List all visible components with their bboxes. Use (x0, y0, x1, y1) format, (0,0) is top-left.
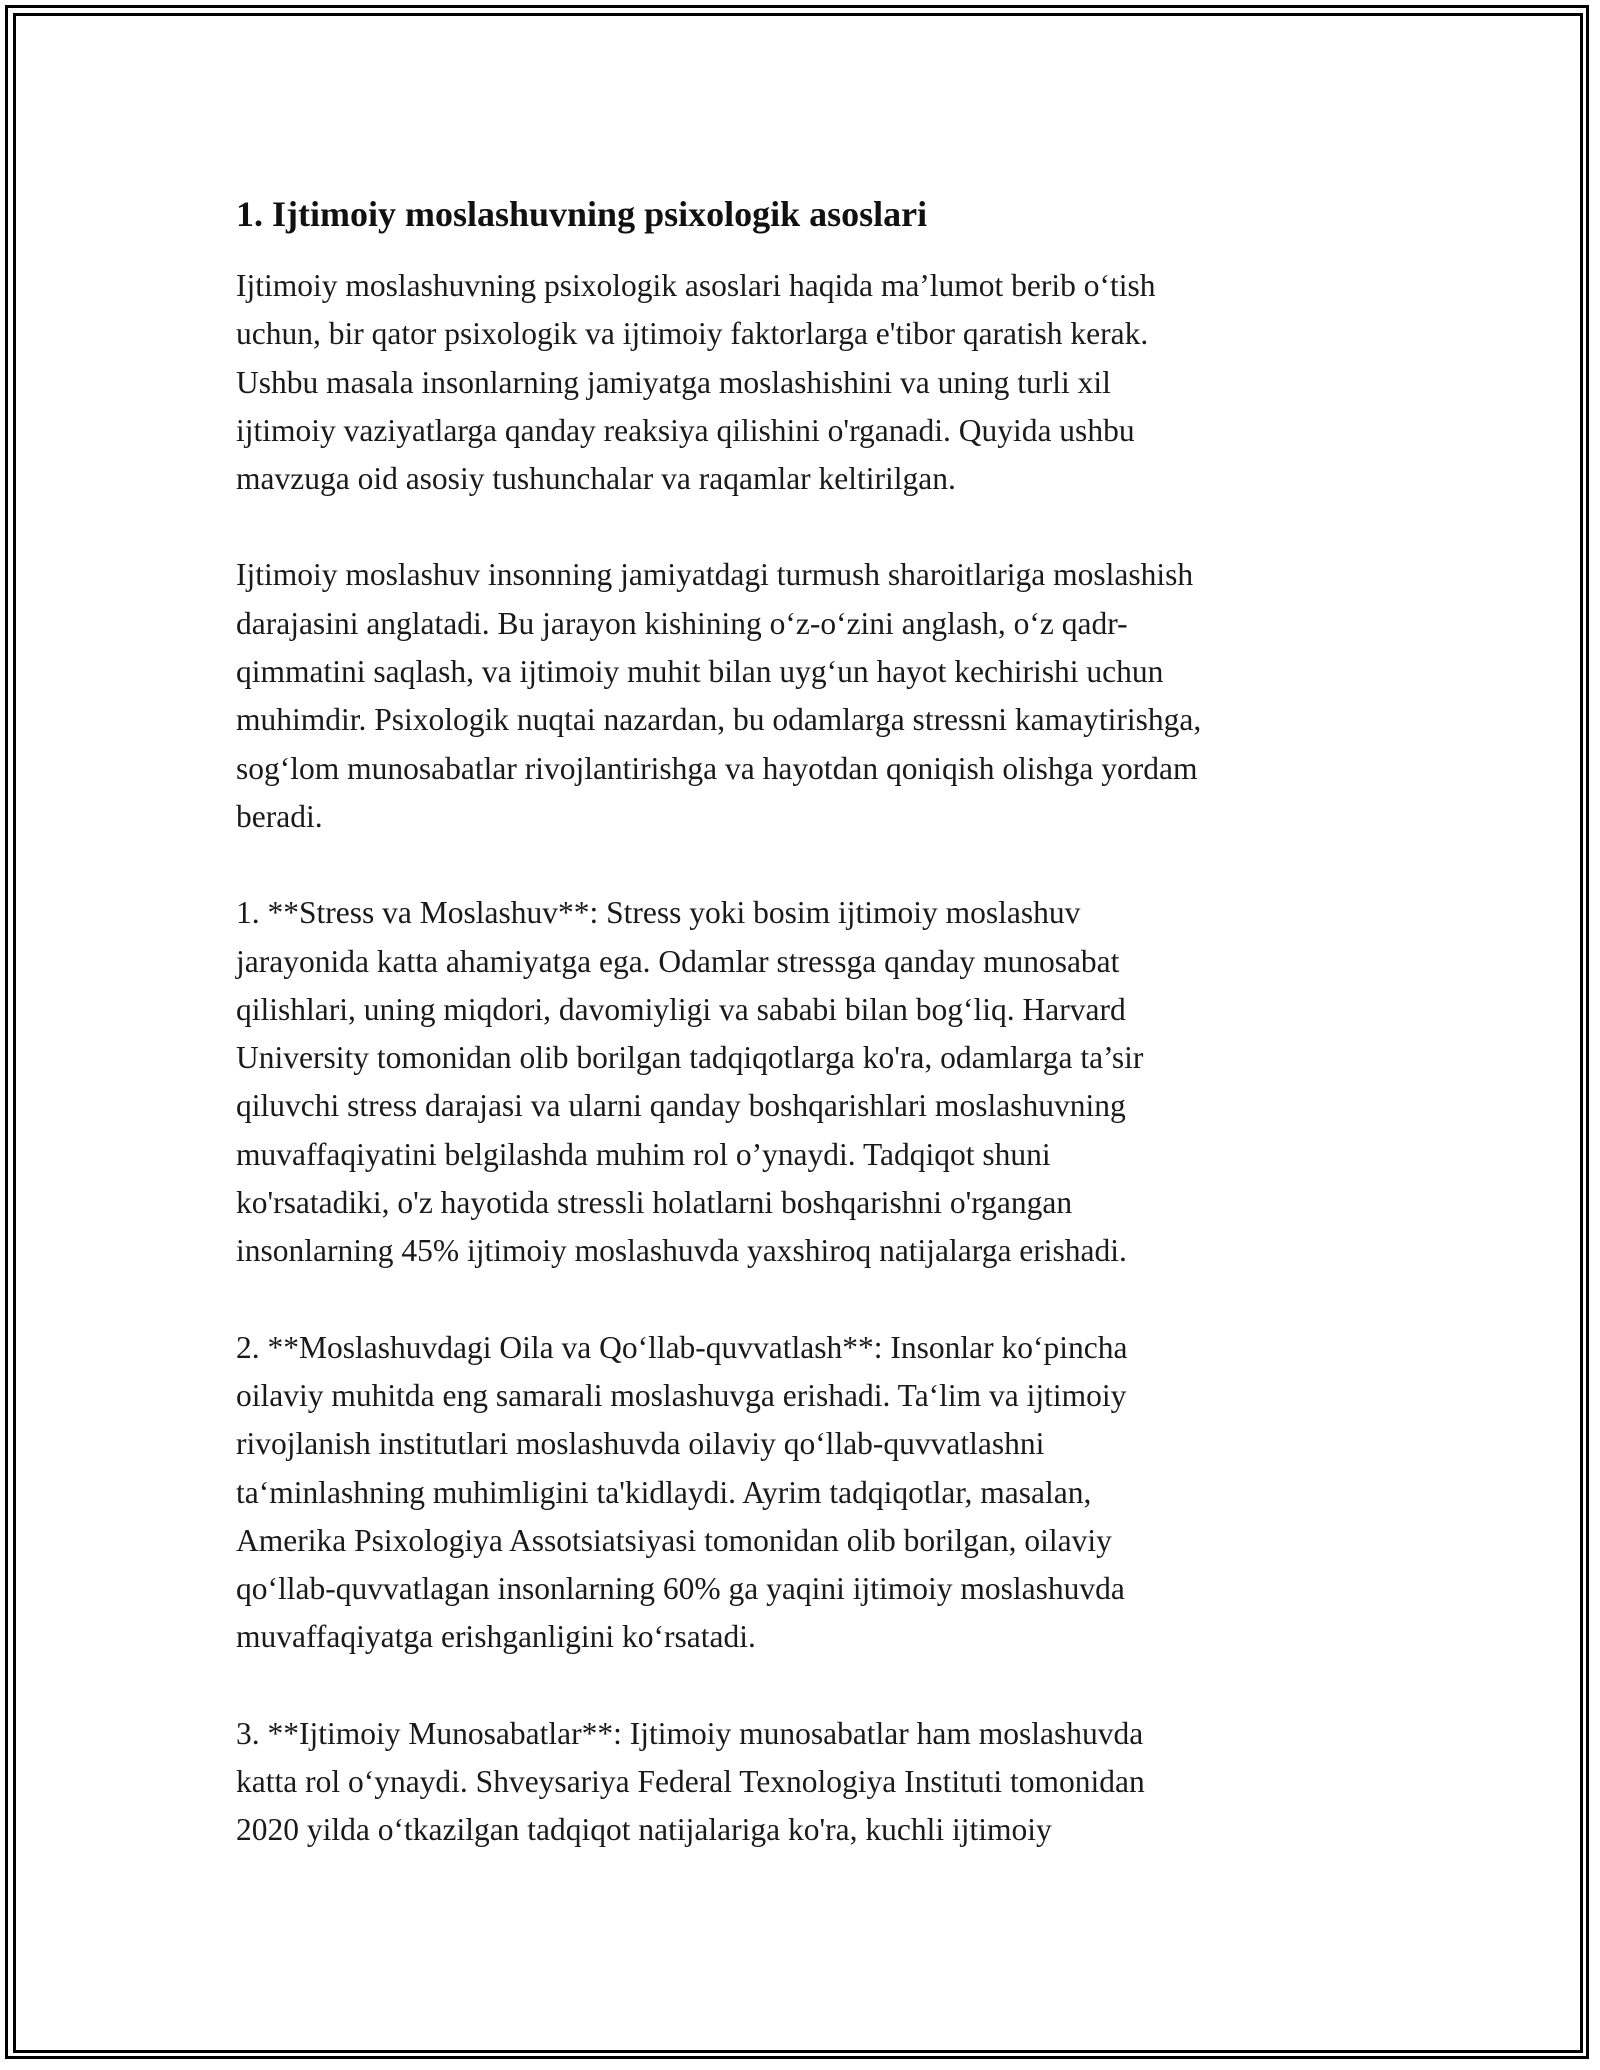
document-body (236, 190, 1376, 1903)
text-line: Ushbu masala insonlarning jamiyatga moslashishini va uning turli xil (236, 364, 1111, 400)
text-line: katta rol o‘ynaydi. Shveysariya Federal Texnologiya Instituti tomonidan (236, 1764, 1145, 1800)
text-line: beradi. (236, 798, 323, 834)
text-line: qilishlari, uning miqdori, davomiyligi va sababi bilan bog‘liq. Harvard (236, 991, 1126, 1027)
text-line: uchun, bir qator psixologik va ijtimoiy faktorlarga e'tibor qaratish kerak. (236, 316, 1149, 352)
text-line: sog‘lom munosabatlar rivojlantirishga va hayotdan qoniqish olishga yordam (236, 750, 1198, 786)
paragraph-stress (236, 889, 1376, 1275)
text-line: rivojlanish institutlari moslashuvda oilaviy qo‘llab-quvvatlashni (236, 1426, 1045, 1462)
text-line: Ijtimoiy moslashuv insonning jamiyatdagi turmush sharoitlariga moslashish (236, 557, 1194, 593)
text-line: ta‘minlashning muhimligini ta'kidlaydi. Ayrim tadqiqotlar, masalan, (236, 1474, 1092, 1510)
text-line: University tomonidan olib borilgan tadqiqotlarga ko'ra, odamlarga ta’sir (236, 1040, 1144, 1076)
text-line: 2. **Moslashuvdagi Oila va Qo‘llab-quvvatlash**: Insonlar ko‘pincha (236, 1329, 1128, 1365)
text-line: Ijtimoiy moslashuvning psixologik asoslari haqida ma’lumot berib o‘tish (236, 268, 1156, 303)
text-line: Amerika Psixologiya Assotsiatsiyasi tomonidan olib borilgan, oilaviy (236, 1522, 1112, 1558)
paragraph-family-support (236, 1324, 1376, 1662)
text-line: 2020 yilda o‘tkazilgan tadqiqot natijalariga ko'ra, kuchli ijtimoiy (236, 1812, 1052, 1848)
paragraph-social-relations (236, 1710, 1376, 1855)
text-line: insonlarning 45% ijtimoiy moslashuvda yaxshiroq natijalarga erishadi. (236, 1233, 1127, 1269)
section-title: 1. Ijtimoiy moslashuvning psixologik asoslari (236, 194, 928, 234)
text-line: jarayonida katta ahamiyatga ega. Odamlar stressga qanday munosabat (236, 943, 1120, 979)
text-line: oilaviy muhitda eng samarali moslashuvga erishadi. Ta‘lim va ijtimoiy (236, 1377, 1127, 1413)
text-line: qimmatini saqlash, va ijtimoiy muhit bilan uyg‘un hayot kechirishi uchun (236, 654, 1164, 690)
text-line: 1. **Stress va Moslashuv**: Stress yoki bosim ijtimoiy moslashuv (236, 895, 1081, 931)
text-line: muvaffaqiyatini belgilashda muhim rol o’ynaydi. Tadqiqot shuni (236, 1136, 1051, 1172)
text-line: qiluvchi stress darajasi va ularni qanday boshqarishlari moslashuvning (236, 1088, 1126, 1124)
paragraph-definition (236, 551, 1376, 841)
text-line: 3. **Ijtimoiy Munosabatlar**: Ijtimoiy munosabatlar ham moslashuvda (236, 1715, 1144, 1751)
text-line: ko'rsatadiki, o'z hayotida stressli holatlarni boshqarishni o'rgangan (236, 1185, 1073, 1221)
paragraph-intro (236, 262, 1376, 503)
text-line: muvaffaqiyatga erishganligini ko‘rsatadi. (236, 1619, 756, 1655)
text-line: ijtimoiy vaziyatlarga qanday reaksiya qilishini o'rganadi. Quyida ushbu (236, 412, 1135, 448)
text-line: darajasini anglatadi. Bu jarayon kishining o‘z-o‘zini anglash, o‘z qadr- (236, 605, 1128, 641)
text-line: mavzuga oid asosiy tushunchalar va raqamlar keltirilgan. (236, 461, 956, 497)
text-line: qo‘llab-quvvatlagan insonlarning 60% ga yaqini ijtimoiy moslashuvda (236, 1571, 1125, 1607)
text-line: muhimdir. Psixologik nuqtai nazardan, bu odamlarga stressni kamaytirishga, (236, 702, 1202, 738)
